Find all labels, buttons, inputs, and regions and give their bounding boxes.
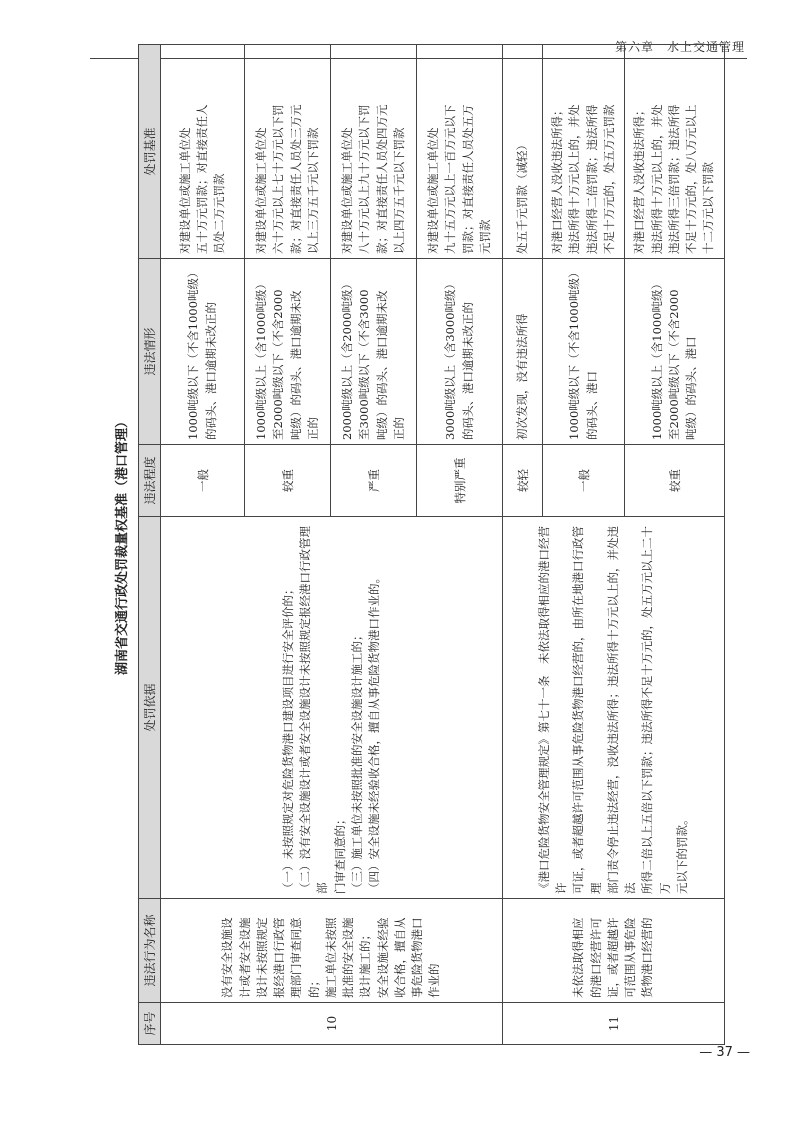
standard-line: 违法所得十万元以上的，并处 bbox=[649, 104, 664, 254]
standard-line: 五十万元罚款；对直接责任人 bbox=[194, 104, 209, 254]
situation-line: 1000吨级以上（含1000吨级） bbox=[649, 277, 664, 440]
col-header-degree: 违法程度 bbox=[139, 445, 161, 517]
standard-line: 十二万元以下罚款 bbox=[701, 162, 716, 254]
standard-line: 对港口经营人没收违法所得； bbox=[632, 104, 647, 254]
degree-cell: 较重 bbox=[625, 445, 725, 517]
standard-line: 罚款；对直接责任人员处五万 bbox=[460, 104, 475, 254]
basis-line: 门审查同意的； bbox=[332, 813, 347, 894]
situation-line: 至2000吨级以下（不含2000 bbox=[271, 289, 286, 440]
col-header-standard: 处罚基准 bbox=[139, 45, 161, 259]
basis-line: （四）安全设施未经验收合格，擅自从事危险货物港口作业的。 bbox=[367, 572, 381, 894]
degree-cell: 较重 bbox=[245, 445, 331, 517]
row-10-number: 10 bbox=[161, 1003, 503, 1045]
name-line: 没有安全设施设 bbox=[220, 917, 235, 998]
situation-line: 1000吨级以下（不含1000吨级） bbox=[567, 266, 582, 440]
col-header-basis: 处罚依据 bbox=[139, 517, 161, 899]
name-line: 批准的安全设施 bbox=[341, 917, 356, 998]
name-line: 施工单位未按照 bbox=[323, 917, 338, 998]
standard-line: 对建设单位或施工单位处 bbox=[426, 127, 440, 254]
situation-cell bbox=[417, 259, 503, 445]
degree-cell: 一般 bbox=[543, 445, 625, 517]
situation-line: 1000吨级以上（含1000吨级） bbox=[254, 277, 268, 440]
degree-cell: 严重 bbox=[331, 445, 417, 517]
situation-cell bbox=[625, 259, 725, 445]
basis-line: 元以下的罚款。 bbox=[674, 813, 689, 894]
table-header-row bbox=[139, 45, 161, 1045]
name-line: 设计未按照规定 bbox=[254, 917, 269, 998]
row-11-number: 11 bbox=[503, 1003, 725, 1045]
name-line: 未依法取得相应 bbox=[571, 917, 586, 998]
row-10-violation-name bbox=[161, 899, 503, 1003]
situation-cell bbox=[331, 259, 417, 445]
standard-line: 对建设单位或施工单位处 bbox=[177, 127, 192, 254]
standard-line: 违法所得十万元以上的，并处 bbox=[567, 104, 582, 254]
situation-cell bbox=[503, 259, 543, 445]
situation-line: 至2000吨级以下（不含2000 bbox=[666, 289, 681, 440]
col-header-no: 序号 bbox=[139, 1003, 161, 1045]
col-header-situation: 违法情形 bbox=[139, 259, 161, 445]
row-11-violation-name bbox=[503, 899, 725, 1003]
standard-line: 员处二万元罚款 bbox=[212, 173, 227, 254]
situation-cell bbox=[543, 259, 625, 445]
standard-line: 款；对直接责任人员处四万元 bbox=[374, 104, 389, 254]
standard-cell bbox=[503, 45, 543, 259]
row-10-penalty-basis bbox=[161, 517, 503, 899]
standard-line: 以上四万五千元以下罚款 bbox=[391, 127, 406, 254]
standard-line: 对港口经营人没收违法所得； bbox=[550, 104, 564, 254]
situation-line: 正的 bbox=[391, 417, 406, 440]
basis-line: 部门责令停止违法经营，没收违法所得；违法所得十万元以上的，并处违法 bbox=[605, 526, 638, 894]
name-line: 理部门审查同意 bbox=[289, 917, 304, 998]
degree-cell: 较轻 bbox=[503, 445, 543, 517]
standard-cell bbox=[331, 45, 417, 259]
basis-line: （一）未按照规定对危险货物港口建设项目进行安全评价的； bbox=[280, 583, 295, 894]
standard-line: 元罚款 bbox=[477, 219, 492, 254]
table-row bbox=[161, 45, 245, 1045]
standard-line: 以上三万五千元以下罚款 bbox=[305, 127, 320, 254]
name-line: 可范围从事危险 bbox=[623, 917, 638, 998]
degree-cell: 一般 bbox=[161, 445, 245, 517]
standard-cell bbox=[417, 45, 503, 259]
table-row bbox=[503, 45, 543, 1045]
situation-line: 吨级）的码头、港口逾期未改 bbox=[374, 290, 389, 440]
standard-line: 不足十万元的，处五万元罚款 bbox=[601, 104, 616, 254]
name-line: 货物港口经营的 bbox=[640, 917, 655, 998]
name-line: 收合格，擅自从 bbox=[392, 917, 407, 998]
table-caption: 湖南省交通行政处罚裁量权基准（港口管理） bbox=[115, 415, 130, 676]
situation-line: 至3000吨级以下（不含3000 bbox=[357, 289, 372, 440]
row-11-penalty-basis bbox=[503, 517, 725, 899]
name-line: 计或者安全设施 bbox=[237, 917, 252, 998]
standard-line: 八十万元以上九十万元以下罚 bbox=[357, 104, 372, 254]
name-line: 事危险货物港口 bbox=[410, 917, 425, 998]
penalty-standard-table bbox=[138, 44, 725, 1045]
situation-line: 的码头、港口 bbox=[584, 371, 599, 440]
standard-line: 处五千元罚款（减轻） bbox=[514, 139, 529, 254]
situation-line: 吨级）的码头、港口逾期未改 bbox=[288, 290, 303, 440]
chapter-header: 第六章 水上交通管理 bbox=[614, 40, 745, 54]
col-header-name: 违法行为名称 bbox=[139, 899, 161, 1003]
name-line: 的； bbox=[306, 975, 321, 998]
name-line: 作业的 bbox=[427, 963, 442, 998]
situation-line: 初次发现，没有违法所得 bbox=[514, 313, 529, 440]
situation-line: 2000吨级以上（含2000吨级） bbox=[340, 277, 354, 440]
standard-line: 六十万元以上七十万元以下罚 bbox=[271, 104, 286, 254]
standard-line: 违法所得三倍罚款；违法所得 bbox=[666, 104, 681, 254]
basis-line: 可证，或者超越许可范围从事危险货物港口经营的，由所在地港口行政管理 bbox=[571, 526, 603, 894]
standard-line: 对建设单位或施工单位处 bbox=[254, 127, 268, 254]
basis-line: 所得二倍以上五倍以下罚款；违法所得不足十万元的，处五万元以上二十万 bbox=[640, 526, 672, 894]
standard-cell bbox=[161, 45, 245, 259]
standard-cell bbox=[543, 45, 625, 259]
standard-cell bbox=[625, 45, 725, 259]
rotated-table-page bbox=[112, 45, 742, 1045]
name-line: 证，或者超越许 bbox=[605, 917, 620, 998]
name-line: 的港口经营许可 bbox=[588, 917, 603, 998]
situation-line: 正的 bbox=[305, 417, 320, 440]
standard-line: 不足十万元的，处八万元以上 bbox=[684, 104, 699, 254]
name-line: 设计施工的； bbox=[358, 929, 373, 998]
standard-line: 款；对直接责任人员处三万元 bbox=[288, 104, 303, 254]
situation-cell bbox=[161, 259, 245, 445]
situation-line: 3000吨级以上（含3000吨级） bbox=[443, 277, 458, 440]
situation-line: 的码头、港口逾期未改正的 bbox=[203, 302, 218, 440]
basis-line: 《港口危险货物安全管理规定》第七十一条 未依法取得相应的港口经营许 bbox=[536, 526, 569, 894]
name-line: 安全设施未经验 bbox=[375, 917, 390, 998]
situation-line: 吨级）的码头、港口 bbox=[684, 336, 699, 440]
situation-line: 的码头、港口逾期未改正的 bbox=[460, 302, 475, 440]
standard-line: 对建设单位或施工单位处 bbox=[340, 127, 354, 254]
situation-cell bbox=[245, 259, 331, 445]
standard-line: 九十五万元以上一百万元以下 bbox=[443, 104, 458, 254]
basis-line: （二）没有安全设施设计或者安全设施设计未按照规定报经港口行政管理部 bbox=[298, 526, 330, 894]
degree-cell: 特别严重 bbox=[417, 445, 503, 517]
standard-cell bbox=[245, 45, 331, 259]
situation-line: 1000吨级以下（不含1000吨级） bbox=[186, 266, 201, 440]
standard-line: 违法所得二倍罚款；违法所得 bbox=[584, 104, 599, 254]
page-number: — 37 — bbox=[699, 1045, 750, 1060]
name-line: 报经港口行政管 bbox=[272, 917, 287, 998]
basis-line: （三）施工单位未按照批准的安全设施设计施工的； bbox=[349, 629, 364, 894]
